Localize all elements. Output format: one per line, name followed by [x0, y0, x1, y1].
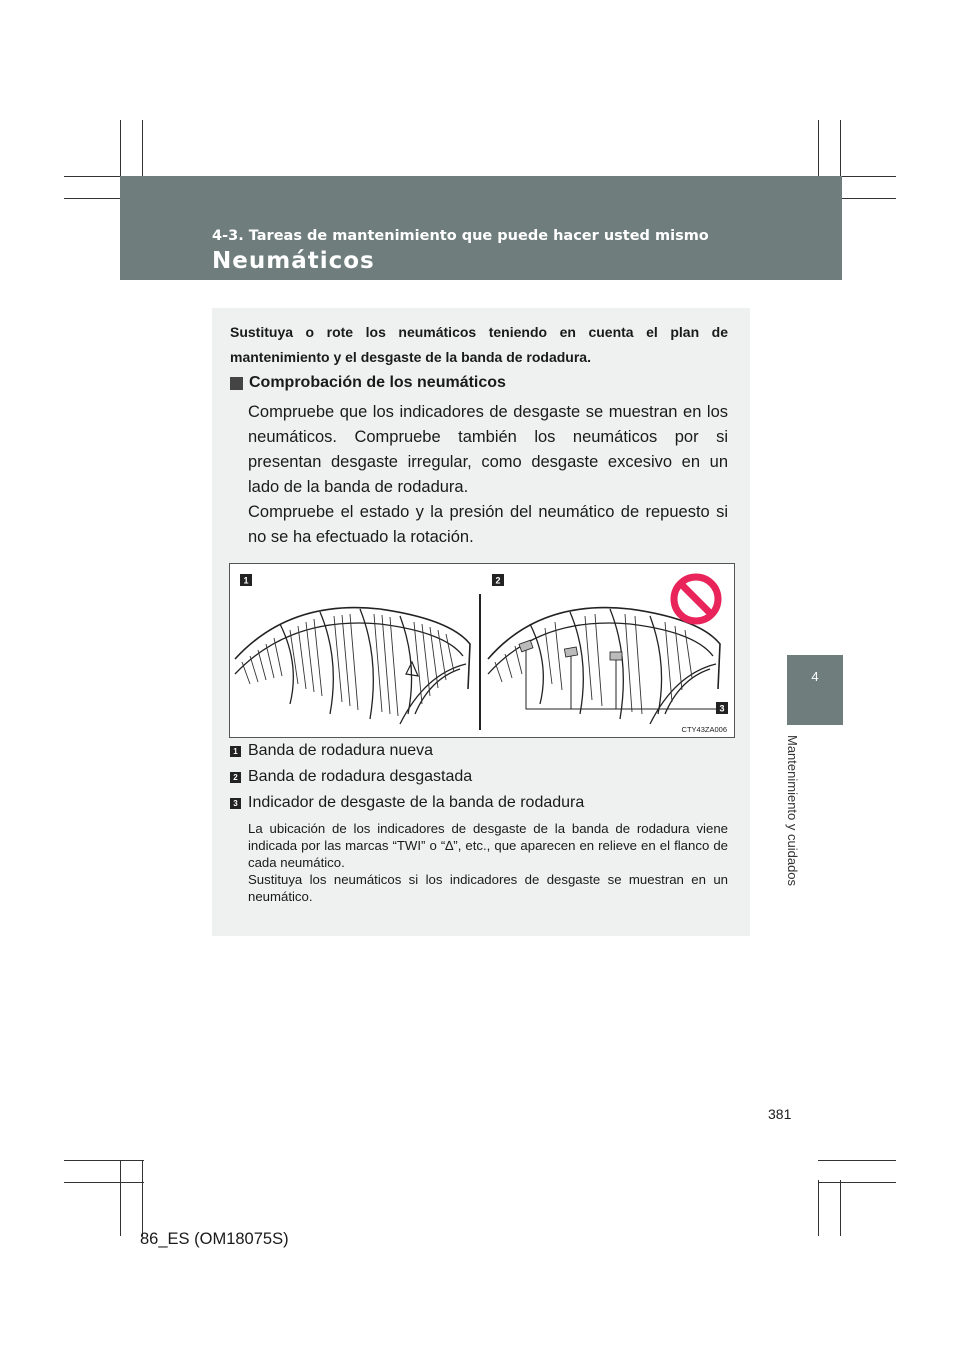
crop-mark: [120, 1160, 121, 1236]
crop-mark: [64, 1160, 144, 1161]
section-label: 4-3. Tareas de mantenimiento que puede hacer usted mismo: [212, 228, 709, 244]
chapter-label: Mantenimiento y cuidados: [785, 735, 800, 887]
crop-mark: [818, 120, 819, 180]
page-number: 381: [768, 1106, 792, 1122]
crop-mark: [142, 1160, 143, 1236]
legend-label: Indicador de desgaste de la banda de rodadura: [248, 794, 585, 811]
badge-3-text: 3: [719, 703, 725, 714]
subheading: [230, 374, 506, 392]
note-replace-tires: Sustituya los neumáticos si los indicadores de desgaste se muestran en un neumático.: [248, 872, 728, 904]
crop-mark: [64, 198, 124, 199]
chapter-label-container: [778, 735, 808, 905]
section-header: [120, 176, 842, 280]
legend-item: [230, 768, 472, 786]
crop-mark: [840, 1180, 841, 1236]
crop-mark: [64, 176, 124, 177]
crop-mark: [818, 1182, 896, 1183]
square-bullet-icon: [230, 377, 243, 390]
legend-label: Banda de rodadura nueva: [248, 742, 434, 759]
badge-2-text: 2: [495, 575, 501, 586]
paragraph-spare-check: Compruebe el estado y la presión del neumático de repuesto si no se ha efectuado la rotación.: [248, 503, 728, 546]
crop-mark: [142, 120, 143, 180]
note-text: [248, 820, 728, 905]
legend-badge: 1: [230, 746, 241, 757]
crop-mark: [818, 1180, 819, 1236]
intro-text: Sustituya o rote los neumáticos teniendo en cuenta el plan de mantenimiento y el desgaste de la banda de rodadura.: [230, 324, 728, 365]
wear-indicators: [519, 640, 622, 660]
page-title: Neumáticos: [212, 248, 375, 274]
crop-mark: [120, 120, 121, 180]
subheading-text: Comprobación de los neumáticos: [249, 374, 506, 391]
legend-label: Banda de rodadura desgastada: [248, 768, 473, 785]
content-box: [212, 308, 750, 936]
crop-mark: [838, 198, 896, 199]
badge-1-text: 1: [243, 575, 249, 586]
crop-mark: [818, 1160, 896, 1161]
legend-item: [230, 742, 433, 760]
chapter-tab: [787, 655, 843, 725]
paragraph-tread-check: Compruebe que los indicadores de desgaste se muestran en los neumáticos. Compruebe también los neumáticos por si presentan desgaste irregular, como desgaste excesivo en un lado de la banda de rodadura.: [248, 403, 728, 496]
crop-mark: [838, 176, 896, 177]
crop-mark: [64, 1182, 144, 1183]
chapter-number: 4: [811, 669, 819, 684]
note-twi-location: La ubicación de los indicadores de desgaste de la banda de rodadura viene indicada por las marcas “TWI” o “∆”, etc., que aparecen en relieve en el flanco de cada neumático.: [248, 821, 728, 870]
figure-code: CTY43ZA006: [681, 725, 727, 734]
crop-mark: [840, 120, 841, 180]
worn-tread-tire: [488, 608, 720, 724]
tire-illustration-svg: [230, 564, 734, 737]
document-code: 86_ES (OM18075S): [140, 1230, 289, 1248]
tire-wear-illustration: [229, 563, 735, 738]
legend-badge: 2: [230, 772, 241, 783]
no-entry-icon: [674, 577, 718, 621]
legend-item: [230, 794, 584, 812]
legend-badge: 3: [230, 798, 241, 809]
